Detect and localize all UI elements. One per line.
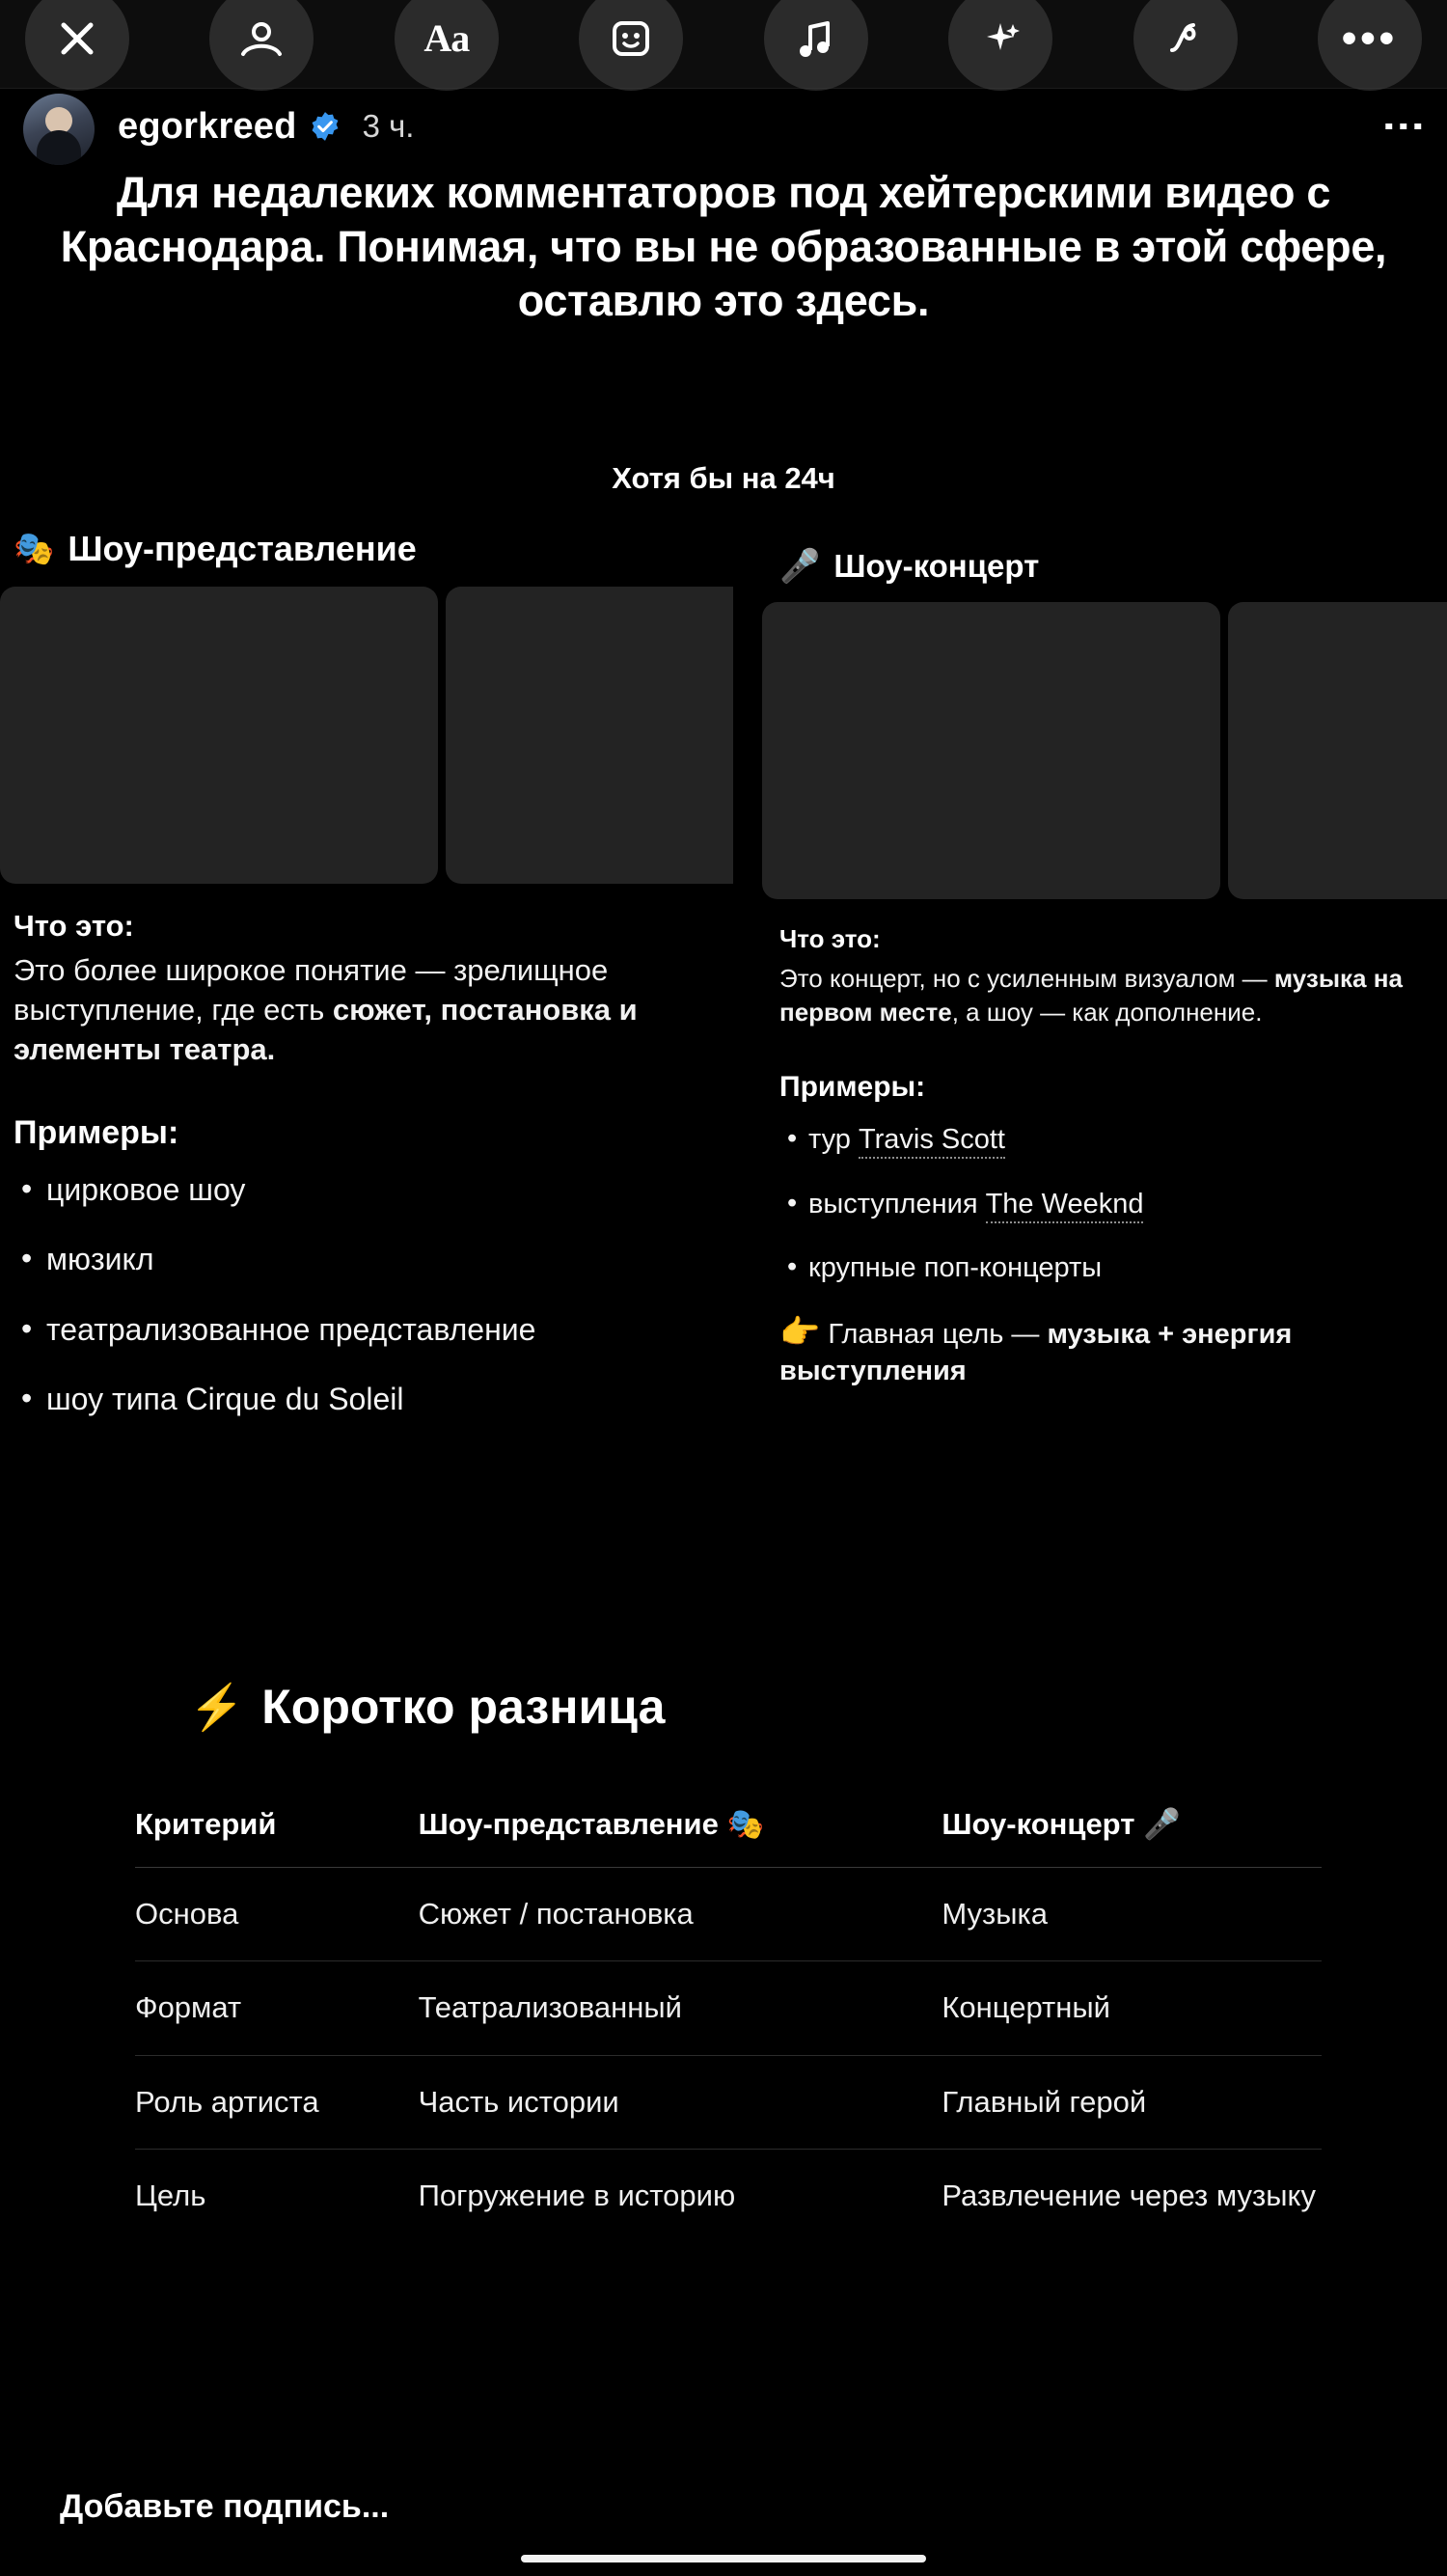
thumbnail-image[interactable] [0,587,438,884]
list-item-prefix: выступления [808,1188,986,1219]
what-is-label: Что это: [14,909,134,943]
list-item: • мюзикл [14,1241,724,1277]
list-item-prefix: крупные поп-концерты [808,1252,1103,1284]
column-left-title [0,529,733,569]
cell-show-performance: Часть истории [419,2055,942,2149]
page-title: Для недалеких комментаторов под хейтерскими видео с Краснодара. Понимая, что вы не образованные в этой сфере, оставлю это здесь. [60,168,1387,325]
masks-icon: 🎭 [14,531,55,567]
cell-show-concert: Главный герой [942,2055,1322,2149]
cell-criterion: Роль артиста [135,2055,419,2149]
post-header [0,89,1447,164]
table-row [135,1961,1322,2055]
column-header-criterion: Критерий [135,1806,419,1868]
microphone-icon: 🎤 [779,548,821,585]
cell-criterion: Цель [135,2178,206,2212]
more-options-icon[interactable] [1318,0,1422,91]
cell-show-performance: Театрализованный [419,1961,942,2055]
examples-label: Примеры: [14,1113,179,1151]
compare-title-label: Коротко разница [261,1680,666,1734]
left-thumbnail-row [0,587,733,884]
sticker-smiley-icon[interactable] [579,0,683,91]
timestamp: 3 ч. [362,108,415,144]
what-is-text-plain: Это концерт, но с усиленным визуалом — [779,964,1274,993]
list-item [779,1251,1439,1285]
cell-show-concert: Развлечение через музыку [942,2178,1316,2212]
right-thumbnail-row [762,602,1447,899]
compare-section-title [189,1679,665,1735]
column-show-concert [762,529,1447,1390]
close-icon[interactable] [25,0,129,91]
table-row [135,2149,1322,2242]
editor-toolbar [0,0,1447,89]
left-body [0,909,733,1417]
thumbnail-image[interactable] [446,587,733,884]
examples-label: Примеры: [779,1070,926,1103]
column-show-performance [0,529,733,1450]
home-indicator [521,2555,926,2562]
column-left-title-label: Шоу-представление [68,529,417,568]
comparison-table [135,1806,1322,2242]
list-item-link[interactable]: Travis Scott [859,1124,1005,1159]
table-header-row [135,1806,1322,1868]
cell-show-performance: Погружение в историю [418,2178,736,2212]
goal-prefix: Главная цель — [828,1319,1048,1351]
pointing-hand-icon: 👉 [779,1314,821,1352]
list-item [779,1123,1439,1157]
list-item [779,1188,1439,1221]
table-row [135,1868,1322,1961]
lightning-icon: ⚡ [189,1682,245,1732]
left-examples-list [14,1171,724,1418]
cell-criterion: Основа [135,1868,419,1961]
more-options-label: ••• [1341,14,1399,62]
text-icon[interactable] [395,0,499,91]
column-header-show-performance: Шоу-представление 🎭 [419,1806,942,1868]
list-item-link[interactable]: The Weeknd [986,1189,1144,1223]
verified-badge-icon [309,110,341,143]
what-is-text-bold: музыка на первом месте [779,964,1403,1028]
avatar[interactable] [23,94,95,165]
cell-show-concert: Музыка [942,1868,1322,1961]
cell-criterion: Формат [135,1961,419,2055]
goal-bold: музыка + энергия выступления [779,1319,1293,1387]
text-icon-label: Aa [423,15,470,60]
what-is-text-plain: Это более широкое понятие — зрелищное выступление, где есть [14,953,609,1027]
list-item: • цирковое шоу [14,1171,724,1208]
goal-text [779,1316,1439,1390]
table-row [135,2055,1322,2149]
sticker-person-icon[interactable] [209,0,314,91]
what-is-text [779,962,1439,1030]
what-is-text [14,951,724,1070]
what-is-label: Что это: [779,924,881,953]
effects-sparkle-icon[interactable] [948,0,1052,91]
column-header-show-concert: Шоу-концерт 🎤 [942,1806,1322,1868]
thumbnail-image[interactable] [762,602,1220,899]
username[interactable]: egorkreed [118,105,297,147]
what-is-text-bold: сюжет, постановка и элементы театра. [14,992,638,1066]
list-item-prefix: тур [808,1123,859,1155]
thumbnail-image[interactable] [1228,602,1447,899]
draw-icon[interactable] [1133,0,1238,91]
cell-show-performance: Сюжет / постановка [419,1868,942,1961]
post-menu-icon[interactable]: ⋮ [1380,105,1428,148]
list-item: • шоу типа Cirque du Soleil [14,1381,724,1417]
music-icon[interactable] [764,0,868,91]
right-examples-list [779,1123,1439,1285]
right-body [762,924,1447,1390]
list-item: • театрализованное представление [14,1311,724,1348]
column-right-title-label: Шоу-концерт [833,548,1040,584]
what-is-text-plain-2: , а шоу — как дополнение. [951,998,1263,1028]
column-right-title [762,548,1447,585]
cell-show-concert: Концертный [942,1961,1322,2055]
caption-input[interactable]: Добавьте подпись... [60,2488,390,2525]
subnote: Хотя бы на 24ч [612,461,835,495]
